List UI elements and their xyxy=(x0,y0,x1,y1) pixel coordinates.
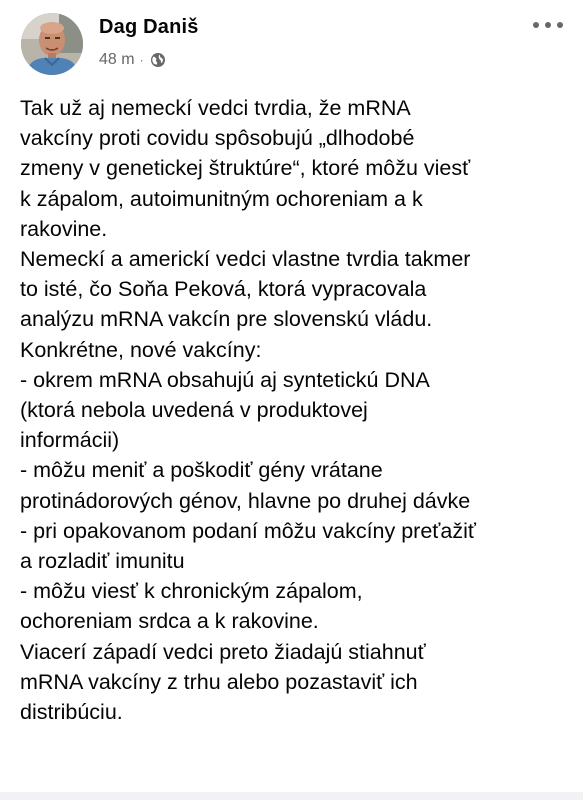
post-line: - môžu meniť a poškodiť gény vrátane xyxy=(20,458,383,483)
post-line: - pri opakovanom podaní môžu vakcíny preťažiť xyxy=(20,518,476,543)
post-line: to isté, čo Soňa Peková, ktorá vypracovala xyxy=(20,277,427,302)
post-line: mRNA vakcíny z trhu alebo pozastaviť ich xyxy=(20,669,418,694)
post-divider xyxy=(0,792,583,800)
post-line: ochoreniam srdca a k rakovine. xyxy=(20,609,319,634)
post-line: (ktorá nebola uvedená v produktovej xyxy=(20,398,368,423)
post-line: rakovine. xyxy=(20,216,108,241)
more-options-button[interactable] xyxy=(528,13,568,37)
post-meta xyxy=(99,50,166,70)
post-timestamp[interactable]: 48 m xyxy=(99,51,135,68)
post-line: analýzu mRNA vakcín pre slovenskú vládu. xyxy=(20,307,433,332)
post-body xyxy=(20,93,565,727)
post-line: zmeny v genetickej štruktúre“, ktoré môžu viesť xyxy=(20,156,471,181)
post-line: a rozladiť imunitu xyxy=(20,549,185,574)
meta-separator: · xyxy=(139,53,144,67)
more-horizontal-icon xyxy=(532,21,564,29)
profile-photo xyxy=(21,13,83,75)
post-line: - okrem mRNA obsahujú aj syntetickú DNA xyxy=(20,367,430,392)
post-line: vakcíny proti covidu spôsobujú „dlhodobé xyxy=(20,126,415,151)
post-line: protinádorových génov, hlavne po druhej dávke xyxy=(20,488,471,513)
author-avatar[interactable] xyxy=(21,13,83,75)
post-line: k zápalom, autoimunitným ochoreniam a k xyxy=(20,186,423,211)
post-line: Nemeckí a americkí vedci vlastne tvrdia takmer xyxy=(20,247,471,272)
post-line: - môžu viesť k chronickým zápalom, xyxy=(20,579,363,604)
globe-icon[interactable] xyxy=(150,52,166,68)
post-line: informácii) xyxy=(20,428,120,453)
post-line: Viacerí západí vedci preto žiadajú stiahnuť xyxy=(20,639,426,664)
post-line: Konkrétne, nové vakcíny: xyxy=(20,337,262,362)
author-name[interactable]: Dag Daniš xyxy=(99,16,199,38)
post-line: distribúciu. xyxy=(20,700,123,725)
post-line: Tak už aj nemeckí vedci tvrdia, že mRNA xyxy=(20,96,411,120)
